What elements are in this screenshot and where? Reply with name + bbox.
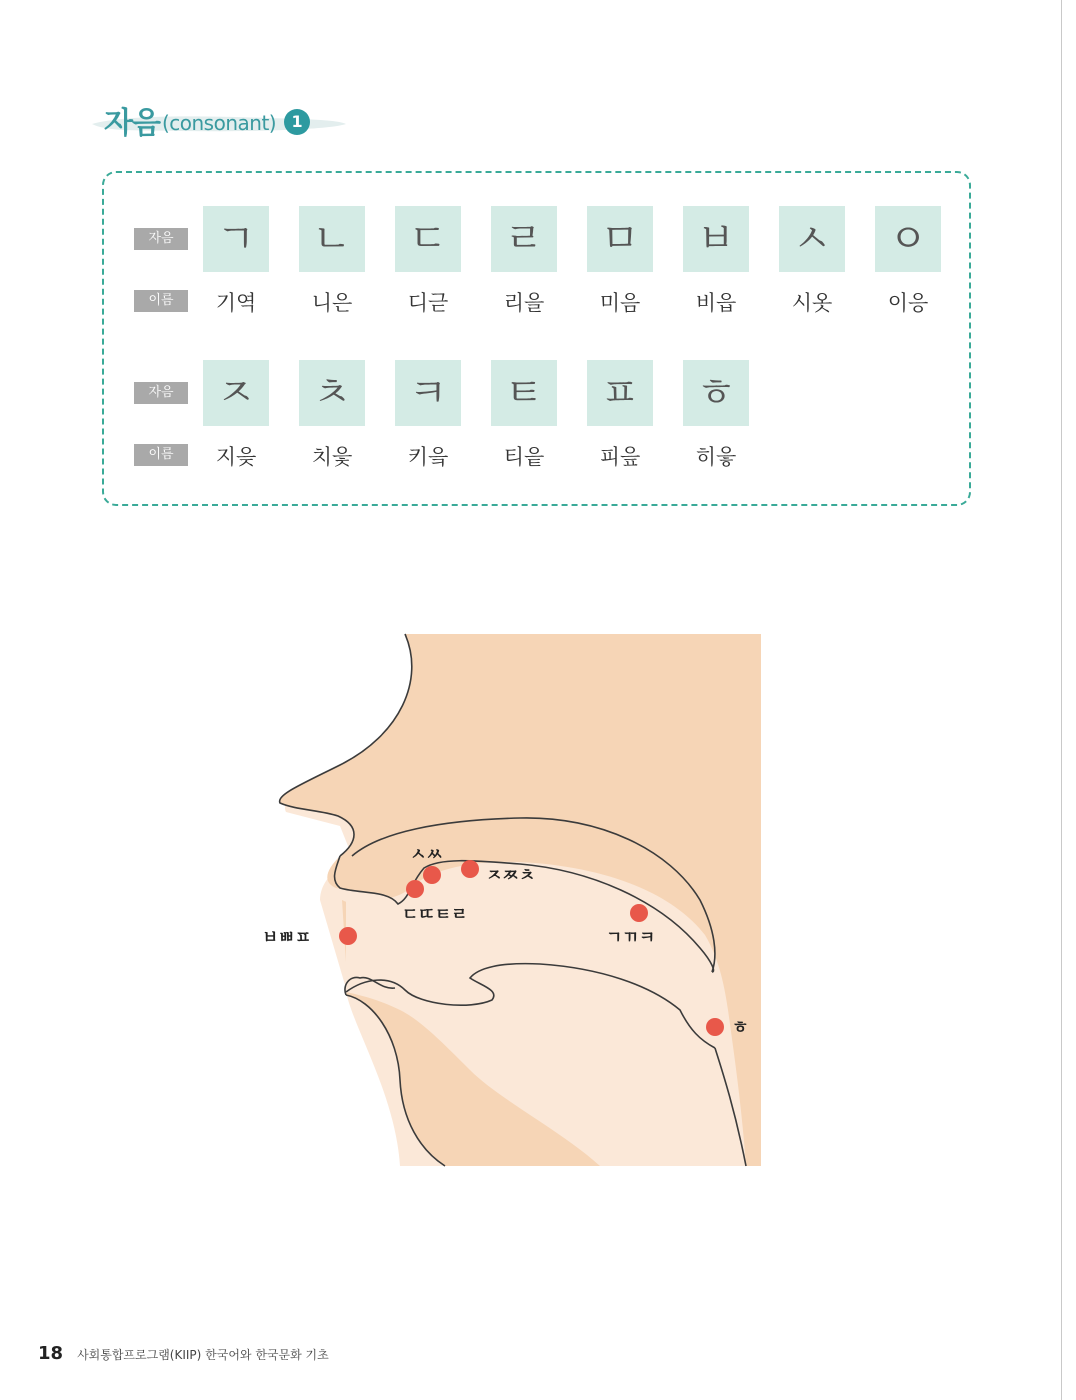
dot-alveolar-s <box>423 866 441 884</box>
title-main: 자음 <box>104 106 160 141</box>
label-glottal: ㅎ <box>732 1018 749 1038</box>
title-number-badge: 1 <box>284 109 310 135</box>
consonant-name: 비읍 <box>695 291 737 315</box>
consonant-tile: ㅂ <box>683 206 749 272</box>
consonant-name: 니은 <box>311 291 353 315</box>
consonant-name: 지읒 <box>215 445 257 469</box>
consonant-tile: ㄷ <box>395 206 461 272</box>
consonant-name: 티읕 <box>503 445 545 469</box>
label-palatal: ㅈㅉㅊ <box>486 866 536 886</box>
row-label-consonant: 자음 <box>134 382 188 404</box>
consonant-name: 디귿 <box>407 291 449 315</box>
dot-velar <box>630 904 648 922</box>
consonant-name: 리을 <box>503 291 545 315</box>
consonant-tile: ㅌ <box>491 360 557 426</box>
consonant-name: 미음 <box>599 291 641 315</box>
footer-text: 사회통합프로그램(KIIP) 한국어와 한국문화 기초 <box>77 1348 329 1362</box>
consonant-tile: ㅎ <box>683 360 749 426</box>
page-footer <box>38 1343 329 1364</box>
consonant-tile: ㅅ <box>779 206 845 272</box>
consonant-name: 시옷 <box>791 291 833 315</box>
consonant-tile: ㄱ <box>203 206 269 272</box>
consonant-name: 이응 <box>887 291 929 315</box>
title-sub: (consonant) <box>161 111 277 135</box>
consonant-tile: ㅊ <box>299 360 365 426</box>
consonant-name: 기역 <box>215 291 257 315</box>
consonant-tile: ㅁ <box>587 206 653 272</box>
articulation-diagram <box>255 630 765 1170</box>
dot-glottal <box>706 1018 724 1036</box>
row-label-consonant: 자음 <box>134 228 188 250</box>
consonant-tile: ㄴ <box>299 206 365 272</box>
consonant-name: 치읓 <box>311 445 353 469</box>
label-alveolar-d: ㄷㄸㅌㄹ <box>402 905 468 925</box>
consonant-name: 피읖 <box>599 445 641 469</box>
label-velar: ㄱㄲㅋ <box>606 928 656 948</box>
row-label-name: 이름 <box>134 290 188 312</box>
consonant-tile: ㄹ <box>491 206 557 272</box>
consonant-tile: ㅇ <box>875 206 941 272</box>
label-alveolar-s: ㅅㅆ <box>410 845 443 865</box>
page-number: 18 <box>38 1343 64 1364</box>
dot-palatal <box>461 860 479 878</box>
consonant-tile: ㅈ <box>203 360 269 426</box>
consonant-name: 키읔 <box>407 445 449 469</box>
row-label-name: 이름 <box>134 444 188 466</box>
consonant-tile: ㅍ <box>587 360 653 426</box>
dot-alveolar-d <box>406 880 424 898</box>
consonant-tile: ㅋ <box>395 360 461 426</box>
label-lips: ㅂㅃㅍ <box>262 928 312 948</box>
section-title <box>88 96 368 142</box>
page-edge-line <box>1061 0 1062 1400</box>
dot-lips <box>339 927 357 945</box>
consonant-name: 히읗 <box>695 445 737 469</box>
